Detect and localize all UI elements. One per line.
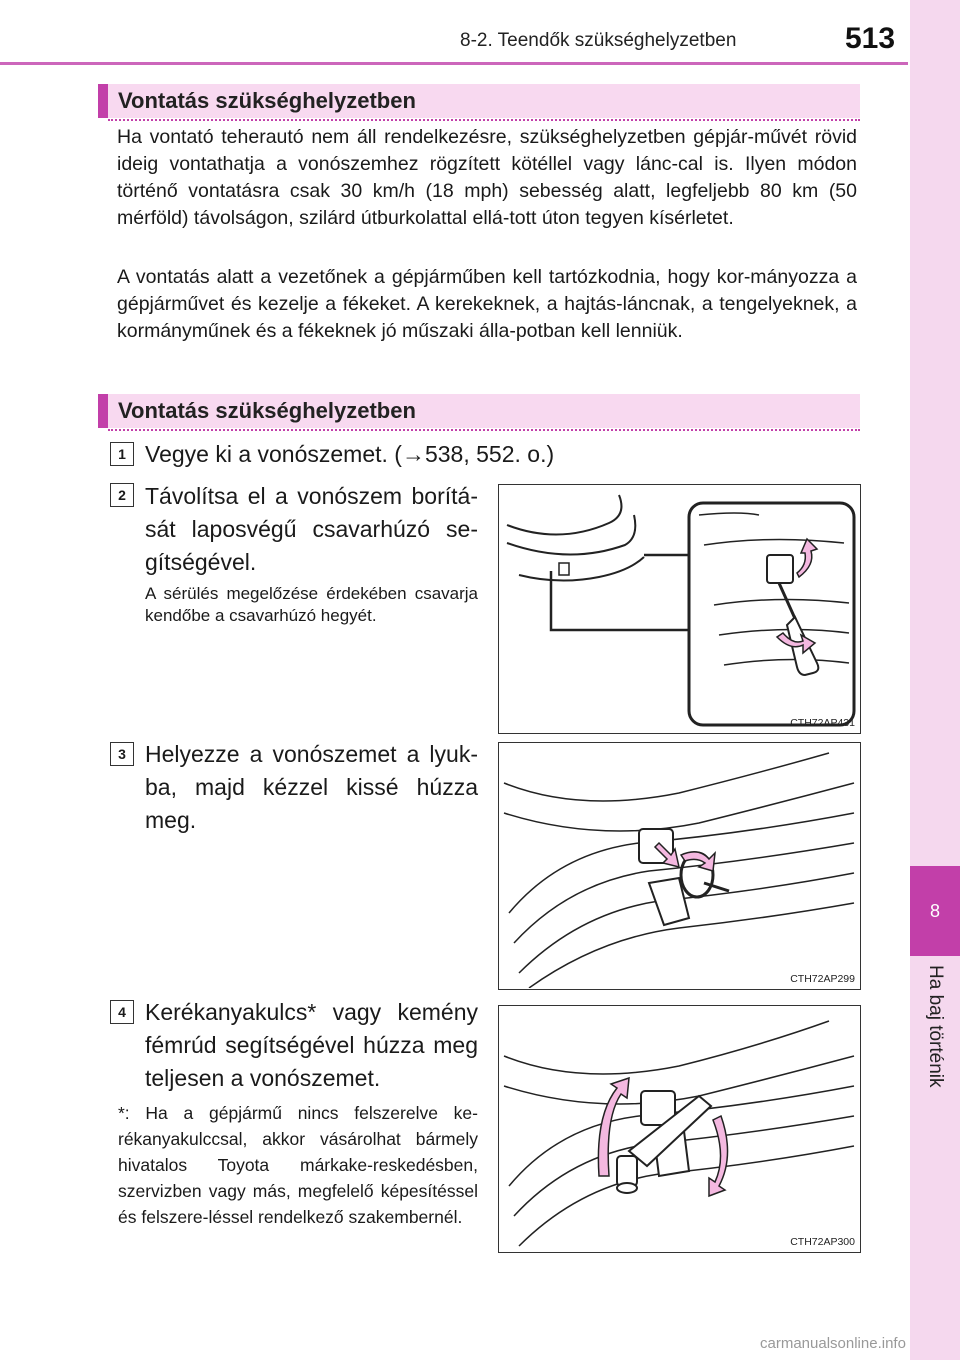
figure-code: CTH72AP300 — [790, 1236, 855, 1248]
intro-paragraph-1: Ha vontató teherautó nem áll rendelkezésre, szükséghelyzetben gépjár-művét rövid ideig vontathatja a vonószemhez rögzített kötéllel vagy lánc-cal is. Ilyen módon történő vontatásra csak 30 km/h (18 mph) sebesség alatt, legfeljebb 80 km (50 mérföld) távolságon, szilárd útburkolattal ellá-tott úton tegyen kísérletet. — [117, 126, 857, 229]
figure-insert-towing-eye — [498, 742, 861, 990]
step-number-3: 3 — [110, 742, 134, 766]
illustration-tighten-eye — [499, 1006, 859, 1251]
page-number: 513 — [845, 22, 896, 55]
figure-tighten-towing-eye — [498, 1005, 861, 1253]
header-divider — [0, 62, 908, 65]
chapter-title: Ha baj történik — [925, 965, 946, 1088]
illustration-insert-eye — [499, 743, 859, 988]
step-note-2: A sérülés megelőzése érdekében csavarja kendőbe a csavarhúzó hegyét. — [145, 584, 478, 625]
section-heading-1: Vontatás szükséghelyzetben — [98, 84, 860, 118]
watermark: carmanualsonline.info — [760, 1335, 906, 1352]
footnote: *: Ha a gépjármű nincs felszerelve ke-rékanyakulccsal, akkor vásárolhat bármely hivatalos Toyota márkake-reskedésben, szervizben vagy más, megfelelő képesítéssel és felszere-léssel rendelkező szakembernél. — [118, 1103, 478, 1227]
step-text-2: Távolítsa el a vonószem borítá-sát laposvégű csavarhúzó se-gítségével. — [145, 483, 478, 575]
figure-code: CTH72AP299 — [790, 973, 855, 985]
intro-paragraph-2: A vontatás alatt a vezetőnek a gépjárműben kell tartózkodnia, hogy kor-mányozza a gépjárművet és kezelje a fékeket. A kerekeknek, a hajtás-láncnak, a tengelyeknek, a kormányműnek és a fékeknek jó műszaki álla-potban kell lenniük. — [117, 266, 857, 342]
header-section-title: 8-2. Teendők szükséghelyzetben — [460, 30, 737, 51]
chapter-number: 8 — [910, 866, 960, 956]
step-number-4: 4 — [110, 1000, 134, 1024]
illustration-bumper-cover — [499, 485, 859, 732]
chapter-side-tab — [910, 0, 960, 1360]
step-number-1: 1 — [110, 442, 134, 466]
step-text-1: Vegye ki a vonószemet. (→538, 552. o.) — [145, 441, 555, 467]
section-heading-2: Vontatás szükséghelyzetben — [98, 394, 860, 428]
step-text-3: Helyezze a vonószemet a lyuk-ba, majd kézzel kissé húzza meg. — [145, 741, 478, 833]
step-number-2: 2 — [110, 483, 134, 507]
figure-code: CTH72AP431 — [790, 717, 855, 729]
step-text-4: Kerékanyakulcs* vagy kemény fémrúd segítségével húzza meg teljesen a vonószemet. — [145, 999, 478, 1091]
figure-remove-cover — [498, 484, 861, 734]
